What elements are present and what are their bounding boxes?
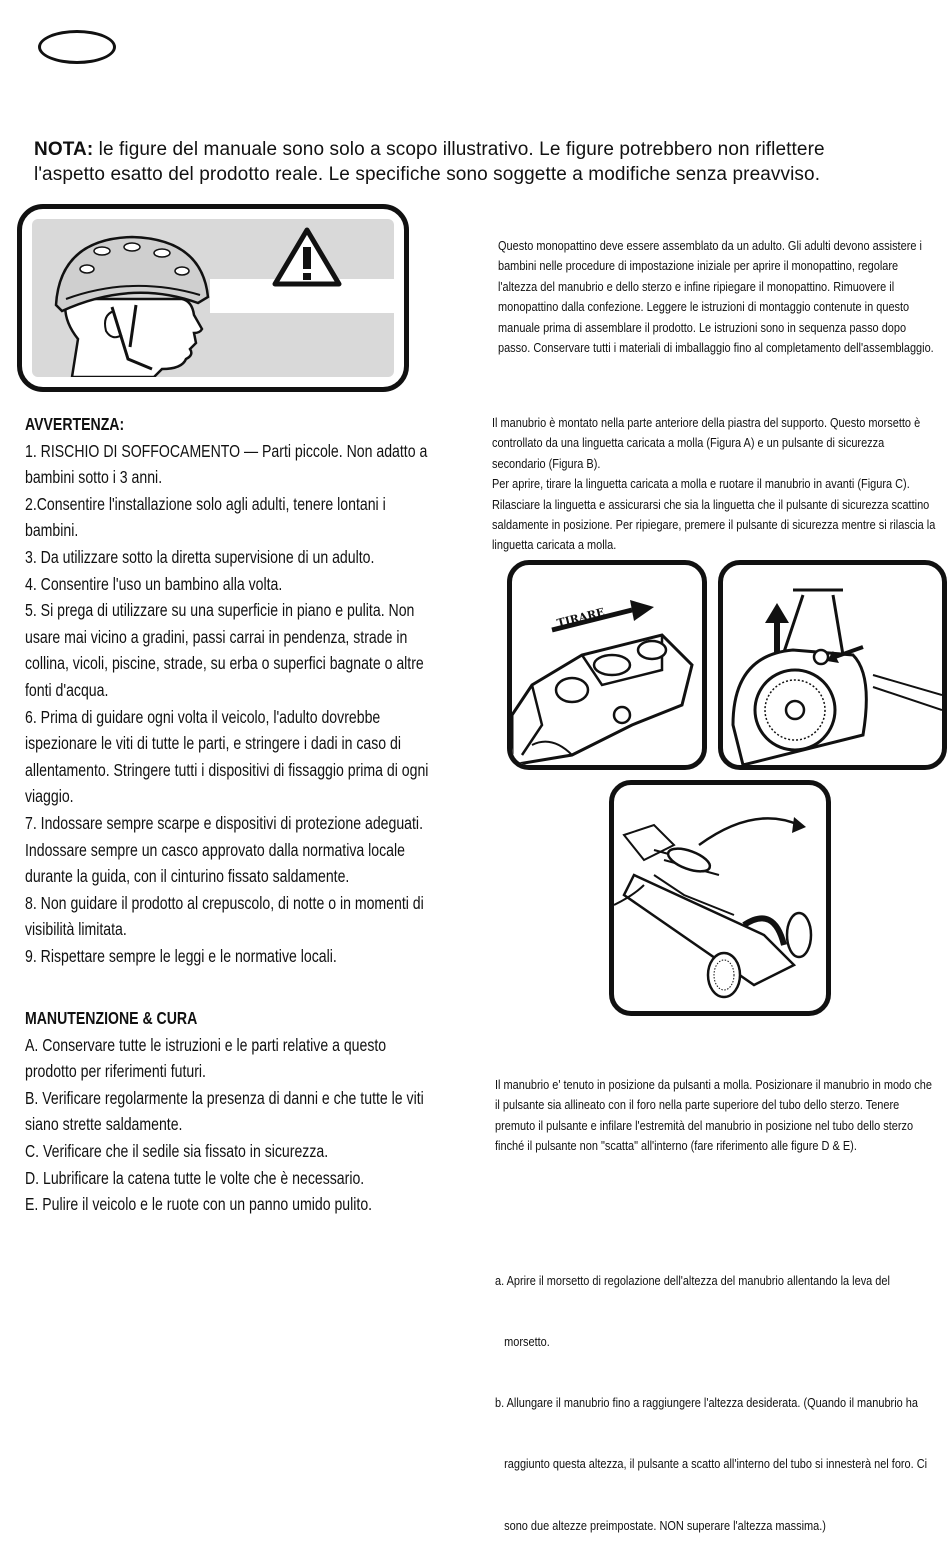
handlebar-mount-line: secondario (Figura B). xyxy=(492,456,601,471)
nota-label: NOTA: xyxy=(34,139,94,160)
spring-buttons-line: il pulsante sia allineato con il foro nella parte superiore del tubo dello sterzo. Tenere xyxy=(495,1098,900,1113)
warning-line: bambini sotto i 3 anni. xyxy=(25,467,163,488)
warning-line: allentamento. Stringere tutti i dispositivi di fissaggio prima di ogni xyxy=(25,759,429,780)
handlebar-mount-paragraph xyxy=(492,413,935,556)
helmet-warning-panel xyxy=(32,219,394,377)
nota-line-1: le figure del manuale sono solo a scopo illustrativo. Le figure potrebbero non riflettere xyxy=(98,139,825,160)
assembly-intro-line: manuale prima di assemblare il prodotto. Le istruzioni sono in sequenza passo dopo xyxy=(498,320,907,335)
warning-line: viaggio. xyxy=(25,786,74,807)
helmet-head-illustration xyxy=(32,219,232,377)
warning-triangle-icon xyxy=(272,227,342,287)
spring-buttons-line: premuto il pulsante e infilare l'estremità del manubrio in posizione nel tubo dello sterzo xyxy=(495,1118,914,1133)
warning-line: usare mai vicino a gradini, passi carrai in pendenza, strade in xyxy=(25,626,408,647)
maintenance-line: C. Verificare che il sedile sia fissato in sicurezza. xyxy=(25,1140,329,1161)
helmet-warning-box xyxy=(17,204,409,392)
assembly-intro-line: l'altezza del manubrio e dello sterzo e infine ripiegare il monopattino. Rimuovere il xyxy=(498,279,895,294)
figure-c-illustration xyxy=(614,785,826,1011)
figure-a xyxy=(507,560,707,770)
maintenance-line: prodotto per riferimenti futuri. xyxy=(25,1061,206,1082)
handlebar-mount-line: linguetta caricata a molla. xyxy=(492,538,617,553)
language-badge xyxy=(38,30,116,64)
assembly-intro-line: monopattino dalla confezione. Leggere le istruzioni di montaggio contenute in questo xyxy=(498,300,910,315)
warning-line: 7. Indossare sempre scarpe e dispositivi di protezione adeguati. xyxy=(25,812,423,833)
warning-line: 2.Consentire l'installazione solo agli adulti, tenere lontani i xyxy=(25,493,386,514)
warning-line: bambini. xyxy=(25,520,79,541)
warning-line: collina, vicoli, piscine, strade, su erba o superfici bagnate o altre xyxy=(25,653,424,674)
warning-line: durante la guida, con il cinturino fissato saldamente. xyxy=(25,866,350,887)
spring-buttons-line: finché il pulsante non "scatta" all'interno (fare riferimento alle figure D & E). xyxy=(495,1139,857,1154)
warning-line: ispezionare le viti di tutte le parti, e stringere i dadi in caso di xyxy=(25,733,402,754)
assembly-intro-line: bambini nelle procedure di impostazione iniziale per aprire il monopattino, regolare xyxy=(498,259,899,274)
figure-b-illustration xyxy=(723,565,942,765)
warning-line: Indossare sempre un casco approvato dalla normativa locale xyxy=(25,839,405,860)
warning-line: 5. Si prega di utilizzare su una superficie in piano e pulita. Non xyxy=(25,600,415,621)
handlebar-mount-line: Rilasciare la linguetta e assicurarsi che sia la linguetta che il pulsante di sicurezza scattino xyxy=(492,497,930,512)
warning-line: 6. Prima di guidare ogni volta il veicolo, l'adulto dovrebbe xyxy=(25,706,381,727)
handlebar-mount-line: Per aprire, tirare la linguetta caricata a molla e ruotare il manubrio in avanti (Figura C). xyxy=(492,477,910,492)
warning-line: fonti d'acqua. xyxy=(25,679,109,700)
figure-c xyxy=(609,780,831,1016)
maintenance-line: siano strette saldamente. xyxy=(25,1114,183,1135)
warning-section xyxy=(25,411,428,969)
warning-line: 4. Consentire l'uso un bambino alla volta. xyxy=(25,573,283,594)
warning-line: 9. Rispettare sempre le leggi e le normative locali. xyxy=(25,945,337,966)
nota-line-2: l'aspetto esatto del prodotto reale. Le specifiche sono soggette a modifiche senza preavviso. xyxy=(34,164,821,185)
height-step-line: b. Allungare il manubrio fino a raggiungere l'altezza desiderata. (Quando il manubrio ha xyxy=(495,1396,918,1411)
spring-buttons-paragraph xyxy=(495,1075,932,1157)
warning-line: 8. Non guidare il prodotto al crepuscolo, di notte o in momenti di xyxy=(25,892,424,913)
figure-b xyxy=(718,560,947,770)
height-step-line: a. Aprire il morsetto di regolazione dell'altezza del manubrio allentando la leva del xyxy=(495,1273,890,1288)
maintenance-line: E. Pulire il veicolo e le ruote con un panno umido pulito. xyxy=(25,1194,373,1215)
assembly-intro-line: Questo monopattino deve essere assemblato da un adulto. Gli adulti devono assistere i xyxy=(498,239,922,253)
maintenance-line: A. Conservare tutte le istruzioni e le parti relative a questo xyxy=(25,1034,387,1055)
spring-buttons-line: Il manubrio e' tenuto in posizione da pulsanti a molla. Posizionare il manubrio in modo che xyxy=(495,1078,932,1092)
height-step-line: sono due altezze preimpostate. NON superare l'altezza massima.) xyxy=(495,1518,826,1533)
maintenance-title: MANUTENZIONE & CURA xyxy=(25,1008,198,1028)
maintenance-line: B. Verificare regolarmente la presenza di danni e che tutte le viti xyxy=(25,1087,424,1108)
assembly-intro-paragraph xyxy=(498,236,934,358)
height-steps-list xyxy=(495,1230,927,1557)
figure-a-label: TIRARE xyxy=(555,605,606,630)
handlebar-mount-line: controllato da una linguetta caricata a molla (Figura A) e un pulsante di sicurezza xyxy=(492,436,885,451)
warning-title: AVVERTENZA: xyxy=(25,414,125,434)
maintenance-line: D. Lubrificare la catena tutte le volte che è necessario. xyxy=(25,1167,365,1188)
handlebar-mount-line: Il manubrio è montato nella parte anteriore della piastra del supporto. Questo morsetto è xyxy=(492,416,921,430)
height-step-line: raggiunto questa altezza, il pulsante a scatto all'interno del tubo si innesterà nel foro. Ci xyxy=(495,1457,928,1472)
figure-a-illustration xyxy=(512,565,702,765)
maintenance-section xyxy=(25,1005,424,1218)
warning-line: visibilità limitata. xyxy=(25,919,127,940)
warning-line: 3. Da utilizzare sotto la diretta supervisione di un adulto. xyxy=(25,546,375,567)
warning-line: 1. RISCHIO DI SOFFOCAMENTO — Parti piccole. Non adatto a xyxy=(25,440,428,461)
nota-notice xyxy=(34,137,934,187)
height-step-line: morsetto. xyxy=(495,1335,550,1350)
handlebar-mount-line: saldamente in posizione. Per ripiegare, premere il pulsante di sicurezza mentre si rilascia la xyxy=(492,518,936,533)
assembly-intro-line: passo. Conservare tutti i materiali di imballaggio fino al completamento dell'assemblaggio. xyxy=(498,341,934,356)
